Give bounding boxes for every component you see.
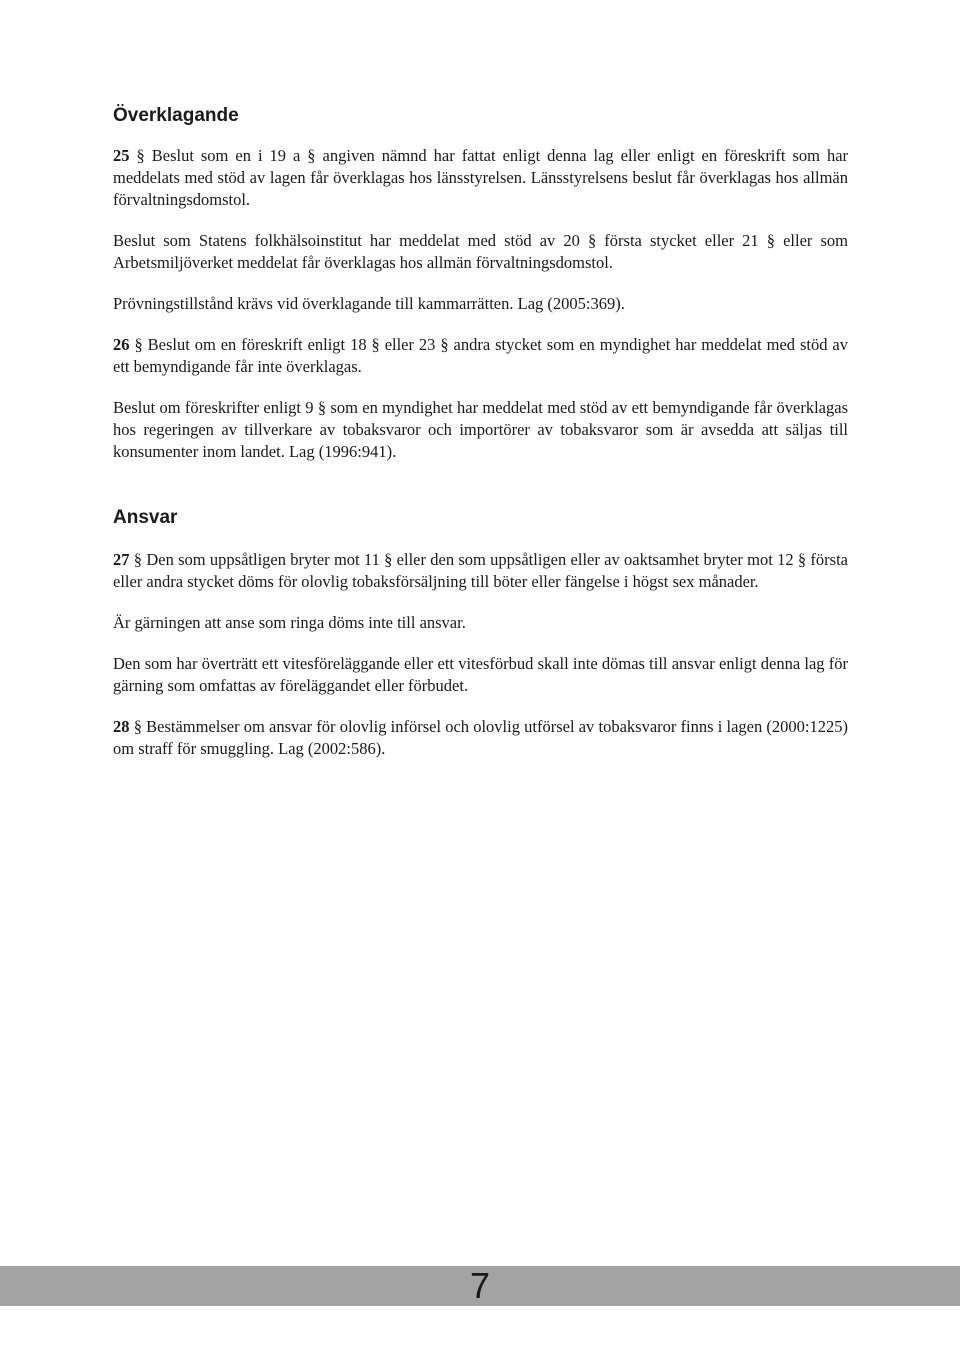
- paragraph-text: Beslut om föreskrifter enligt 9 § som en myndighet har meddelat med stöd av ett bemyndigande får överklagas hos regeringen av tillverkare av tobaksvaror och importörer av tobaksvaror som är avsedda att säljas till konsumenter inom landet. Lag (1996:941).: [113, 398, 848, 461]
- page-number: 7: [469, 1265, 491, 1306]
- paragraph-27-3: [113, 653, 848, 697]
- paragraph-28: [113, 716, 848, 760]
- paragraph-text: § Beslut som en i 19 a § angiven nämnd har fattat enligt denna lag eller enligt en föreskrift som har meddelats med stöd av lagen får överklagas hos länsstyrelsen. Länsstyrelsens beslut får överklagas hos allmän förvaltningsdomstol.: [113, 146, 849, 209]
- paragraph-27: [113, 549, 848, 593]
- paragraph-text: § Bestämmelser om ansvar för olovlig införsel och olovlig utförsel av tobaksvaror finns i lagen (2000:1225) om straff för smuggling. Lag (2002:586).: [113, 717, 848, 758]
- section-number: 27: [113, 550, 130, 569]
- paragraph-25-3: [113, 293, 848, 315]
- paragraph-text: Är gärningen att anse som ringa döms inte till ansvar.: [113, 613, 466, 632]
- section-heading-overklagande: Överklagande: [113, 105, 239, 126]
- paragraph-26-2: [113, 397, 848, 463]
- paragraph-25-2: [113, 230, 848, 274]
- paragraph-25: [113, 145, 848, 211]
- paragraph-text: § Den som uppsåtligen bryter mot 11 § eller den som uppsåtligen eller av oaktsamhet bryter mot 12 § första eller andra stycket döms för olovlig tobaksförsäljning till böter eller fängelse i högst sex månader.: [113, 550, 849, 591]
- section-heading-ansvar: Ansvar: [113, 507, 178, 528]
- paragraph-27-2: [113, 612, 848, 634]
- paragraph-text: § Beslut om en föreskrift enligt 18 § eller 23 § andra stycket som en myndighet har meddelat med stöd av ett bemyndigande får inte överklagas.: [113, 335, 848, 376]
- paragraph-text: Prövningstillstånd krävs vid överklagande till kammarrätten. Lag (2005:369).: [113, 294, 625, 313]
- document-body: [113, 105, 848, 779]
- section-number: 28: [113, 717, 130, 736]
- section-number: 26: [113, 335, 130, 354]
- section-number: 25: [113, 146, 130, 165]
- paragraph-text: Beslut som Statens folkhälsoinstitut har meddelat med stöd av 20 § första stycket eller 21 § eller som Arbetsmiljöverket meddelat får överklagas hos allmän förvaltningsdomstol.: [113, 231, 848, 272]
- paragraph-26: [113, 334, 848, 378]
- paragraph-text: Den som har överträtt ett vitesföreläggande eller ett vitesförbud skall inte dömas till ansvar enligt denna lag för gärning som omfattas av föreläggandet eller förbudet.: [113, 654, 848, 695]
